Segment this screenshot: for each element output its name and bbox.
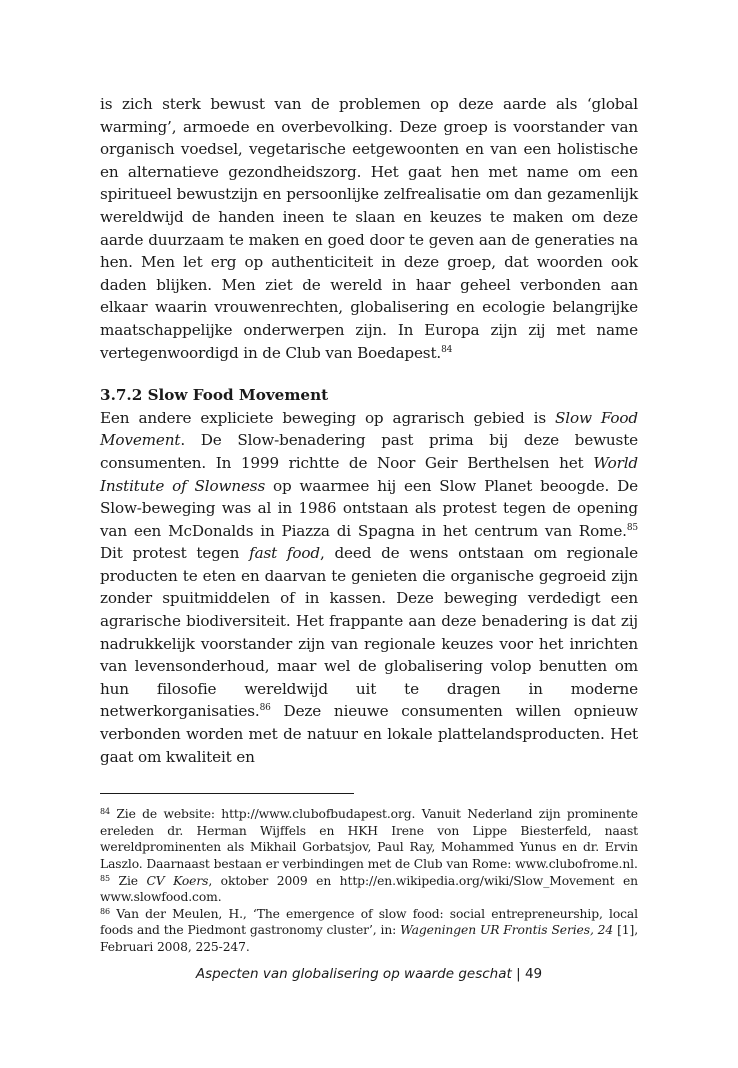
paragraph-text: is zich sterk bewust van de problemen op deze aarde als ‘global warming’, armoede en overbevolking. Deze groep is voorstander van organisch voedsel, vegetarische eetgewoonten en van een holistische en alternatieve gezondheidszorg. Het gaat hen met name om een spiritueel bewustzijn en persoonlijke zelfrealisatie om dan gezamenlijk wereldwijd de handen ineen te slaan en keuzes te maken om deze aarde duurzaam te maken en goed door te geven aan de generaties na hen. Men let erg op authenticiteit in deze groep, dat woorden ook daden blijken. Men ziet de wereld in haar geheel verbonden aan elkaar waarin vrouwenrechten, globalisering en ecologie belangrijke maatschappelijke onderwerpen zijn. In Europa zijn zij met name vertegenwoordigd in de Club van Boedapest. bbox=[100, 95, 638, 362]
footnote-ref-84[interactable]: 84 bbox=[441, 344, 453, 355]
page-footer bbox=[0, 966, 738, 982]
emphasis-fast-food: fast food bbox=[249, 544, 320, 563]
section-heading: 3.7.2 Slow Food Movement bbox=[100, 386, 329, 405]
footnote-84: $^{84}$ Zie de website: http://www.clubofbudapest.org. Vanuit Nederland zijn prominente ereleden dr. Herman Wijffels en HKH Irene von Lippe Biesterfeld, naast wereldprominenten als Mikhail Gorbatsjov, Paul Ray, Mohammed Yunus en dr. Ervin Laszlo. Daarnaast bestaan er verbindingen met de Club van Rome: www.clubofrome.nl. bbox=[100, 807, 638, 871]
footnote-ref-85[interactable]: 85 bbox=[626, 522, 638, 533]
footnote-86: $^{86}$ Van der Meulen, H., ‘The emergence of slow food: social entrepreneurship, local foods and the Piedmont gastronomy cluster’, in: Wageningen UR Frontis Series, 24 [1], Februari 2008, 225-247. bbox=[100, 906, 638, 954]
emphasis-slow-food-movement: Slow Food Movement bbox=[100, 408, 638, 450]
footnote-ref-86[interactable]: 86 bbox=[259, 703, 271, 714]
footer-title: Aspecten van globalisering op waarde geschat bbox=[195, 966, 512, 982]
footnote-divider bbox=[100, 793, 354, 794]
footer-separator: | bbox=[516, 966, 521, 982]
emphasis-world-institute: World Institute of Slowness bbox=[100, 453, 638, 495]
page-number: 49 bbox=[524, 966, 543, 982]
page-content bbox=[100, 93, 638, 956]
footnote-85: $^{85}$ Zie CV Koers, oktober 2009 en http://en.wikipedia.org/wiki/Slow_Movement en www.slowfood.com. bbox=[100, 873, 638, 905]
paragraph-1 bbox=[100, 93, 638, 364]
paragraph-2: Een andere expliciete beweging op agrarisch gebied is Slow Food Movement. De Slow-benadering past prima bij deze bewuste consumenten. In 1999 richtte de Noor Geir Berthelsen het World Institute of Slowness op waarmee hij een Slow Planet beoogde. De Slow-beweging was al in 1986 ontstaan als protest tegen de opening van een McDonalds in Piazza di Spagna in het centrum van Rome.$^{85}$ Dit protest tegen fast food, deed de wens ontstaan om regionale producten te eten en daarvan te genieten die organische gegroeid zijn zonder spuitmiddelen of in kassen. Deze beweging verdedigt een agrarische biodiversiteit. Het frappante aan deze benadering is dat zij nadrukkelijk voorstander zijn van regionale keuzes voor het inrichten van levensonderhoud, maar wel de globalisering volop benutten om hun filosofie wereldwijd uit te dragen in moderne netwerkorganisaties.$^{86}$ Deze nieuwe consumenten willen opnieuw verbonden worden met de natuur en lokale plattelandsproducten. Het gaat om kwaliteit en bbox=[100, 408, 638, 766]
